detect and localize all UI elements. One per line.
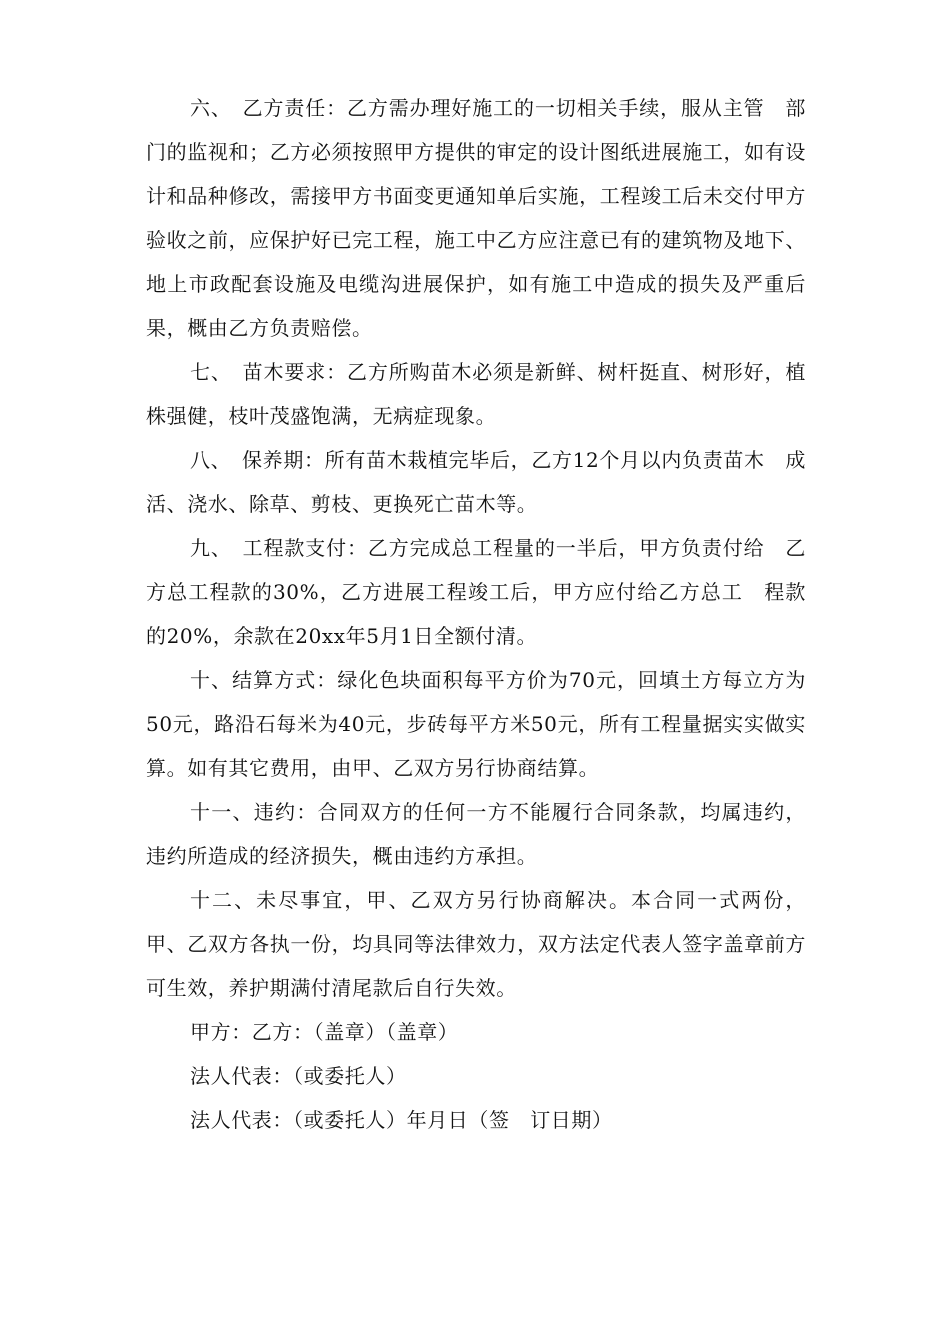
clause-8: 八、 保养期：所有苗木栽植完毕后，乙方12个月以内负责苗木 成活、浇水、除草、剪枝、更换死亡苗木等。: [146, 448, 806, 516]
document-page: [146, 86, 806, 1142]
clause-9: 九、 工程款支付：乙方完成总工程量的一半后，甲方负责付给 乙方总工程款的30%，乙方进展工程竣工后，甲方应付给乙方总工 程款的20%，余款在20xx年5月1日全额付清。: [146, 536, 806, 648]
clause-10: 十、结算方式：绿化色块面积每平方价为70元，回填土方每立方为50元，路沿石每米为40元，步砖每平方米50元，所有工程量据实实做实算。如有其它费用，由甲、乙双方另行协商结算。: [146, 668, 806, 780]
clause-11: 十一、违约：合同双方的任何一方不能履行合同条款，均属违约，违约所造成的经济损失，概由违约方承担。: [146, 800, 806, 868]
clause-7: 七、 苗木要求：乙方所购苗木必须是新鲜、树杆挺直、树形好，植株强健，枝叶茂盛饱满，无病症现象。: [146, 360, 806, 428]
clause-12: 十二、未尽事宜，甲、乙双方另行协商解决。本合同一式两份，甲、乙双方各执一份，均具同等法律效力，双方法定代表人签字盖章前方可生效，养护期满付清尾款后自行失效。: [146, 888, 806, 1000]
clause-6: 六、 乙方责任：乙方需办理好施工的一切相关手续，服从主管 部门的监视和；乙方必须按照甲方提供的审定的设计图纸进展施工，如有设计和品种修改，需接甲方书面变更通知单后实施，工程竣工后未交付甲方验收之前，应保护好已完工程，施工中乙方应注意已有的建筑物及地下、地上市政配套设施及电缆沟进展保护，如有施工中造成的损失及严重后果，概由乙方负责赔偿。: [146, 96, 806, 340]
signature-legal-rep-2: 法人代表：（或委托人）年月日（签 订日期）: [190, 1108, 613, 1132]
signature-legal-rep-1: 法人代表：（或委托人）: [190, 1064, 407, 1088]
signature-parties: 甲方：乙方：（盖章）（盖章）: [190, 1020, 459, 1044]
